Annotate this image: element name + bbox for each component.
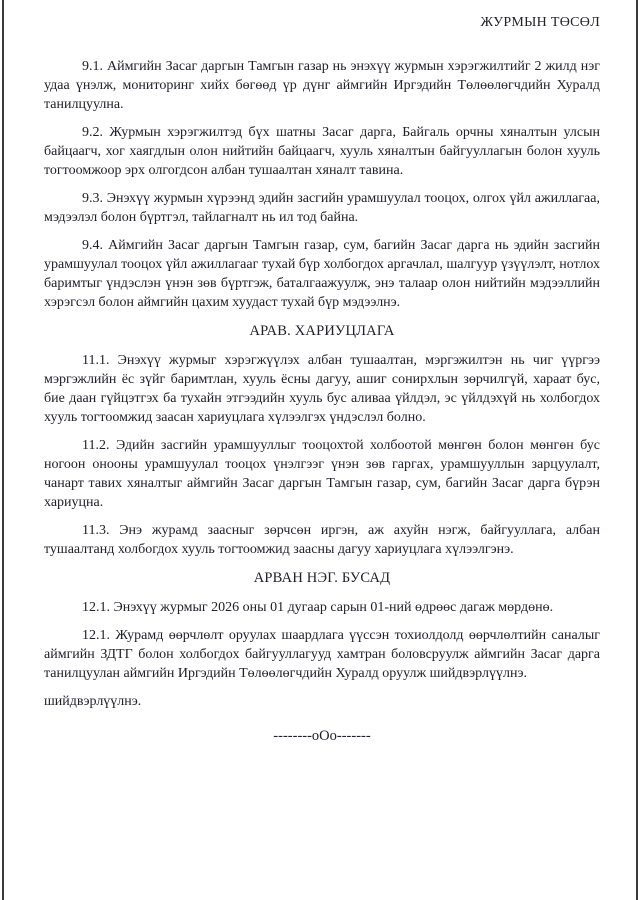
section-heading-eleven-other: АРВАН НЭГ. БУСАД: [253, 570, 391, 586]
paragraph-9-2: 9.2. Журмын хэрэгжилтэд бүх шатны Засаг дарга, Байгаль орчны хяналтын улсын байцаагч, хог хаягдлын олон нийтийн байцаагч, хууль хяналтын байгууллагын болон хууль тогтоомжоор эрх олгогдсон албан тушаалтан хяналт тавина.: [44, 125, 600, 178]
paragraph-11-3: 11.3. Энэ журамд заасныг зөрчсөн иргэн, аж ахуйн нэгж, байгууллага, албан тушаалтанд холбогдох хууль тогтоомжид заасны дагуу хариуцлага хүлээлгэнэ.: [44, 523, 600, 557]
paragraph-9-3: 9.3. Энэхүү журмын хүрээнд эдийн засгийн урамшуулал тооцох, олгох үйл ажиллагаа, мэдээлэл болон бүртгэл, тайлагналт нь ил тод байна.: [44, 191, 600, 225]
paragraph-11-2: 11.2. Эдийн засгийн урамшууллыг тооцохтой холбоотой мөнгөн болон мөнгөн бус ногоон онооны урамшуулал тооцох үнэлгээг үнэн зөв гаргах, урамшууллын зарцуулалт, чанарт тавих хяналтыг аймгийн Засаг даргын Тамгын газар, сум, багийн Засаг дарга бүрэн хариуцна.: [44, 438, 600, 510]
paragraph-12-1-effective-date: 12.1. Энэхүү журмыг 2026 оны 01 дугаар сарын 01-ний өдрөөс дагаж мөрдөнө.: [82, 600, 554, 615]
paragraph-9-1: 9.1. Аймгийн Засаг даргын Тамгын газар нь энэхүү журмын хэрэгжилтийг 2 жилд нэг удаа үнэлж, мониторинг хийх бөгөөд үр дүнг аймгийн Иргэдийн Төлөөлөгчдийн Хуралд танилцуулна.: [44, 59, 600, 112]
end-of-document-divider: --------оОо-------: [273, 728, 371, 744]
document-page: [2, 0, 638, 900]
stray-line-resolution: шийдвэрлүүлнэ.: [44, 694, 142, 709]
document-title: ЖУРМЫН ТӨСӨЛ: [480, 15, 600, 30]
paragraph-12-1-amendments: 12.1. Журамд өөрчлөлт оруулах шаардлага үүссэн тохиолдолд өөрчлөлтийн саналыг аймгийн ЗДТГ болон холбогдох байгууллагууд хамтран боловсруулж аймгийн Засаг дарга танилцуулан аймгийн Иргэдийн Төлөөлөгчдийн Хуралд оруулж шийдвэрлүүлнэ.: [44, 628, 600, 681]
section-heading-ten-liability: АРАВ. ХАРИУЦЛАГА: [249, 323, 395, 339]
paragraph-9-4: 9.4. Аймгийн Засаг даргын Тамгын газар, сум, багийн Засаг дарга нь эдийн засгийн урамшуулал тооцох үйл ажиллагааг тухай бүр холбогдох аргачлал, шалгуур үзүүлэлт, нотлох баримтыг үндэслэн үнэн зөв бүртгэж, баталгаажуулж, энэ талаар олон нийтийн мэдээллийн хэрэгсэл болон аймгийн цахим хуудаст тухай бүр мэдээлнэ.: [44, 238, 600, 310]
paragraph-11-1: 11.1. Энэхүү журмыг хэрэгжүүлэх албан тушаалтан, мэргэжилтэн нь чиг үүргээ мэргэжлийн ёс зүйг баримтлан, хууль ёсны дагуу, ашиг сонирхлын зөрчилгүй, хараат бус, бие даан гүйцэтгэх ба тухайн этгээдийн хууль бус аливаа үйлдэл, эс үйлдэхүй нь холбогдох хууль тогтоомжид заасан хариуцлага хүлээлгэх үндэслэл болно.: [44, 353, 600, 425]
